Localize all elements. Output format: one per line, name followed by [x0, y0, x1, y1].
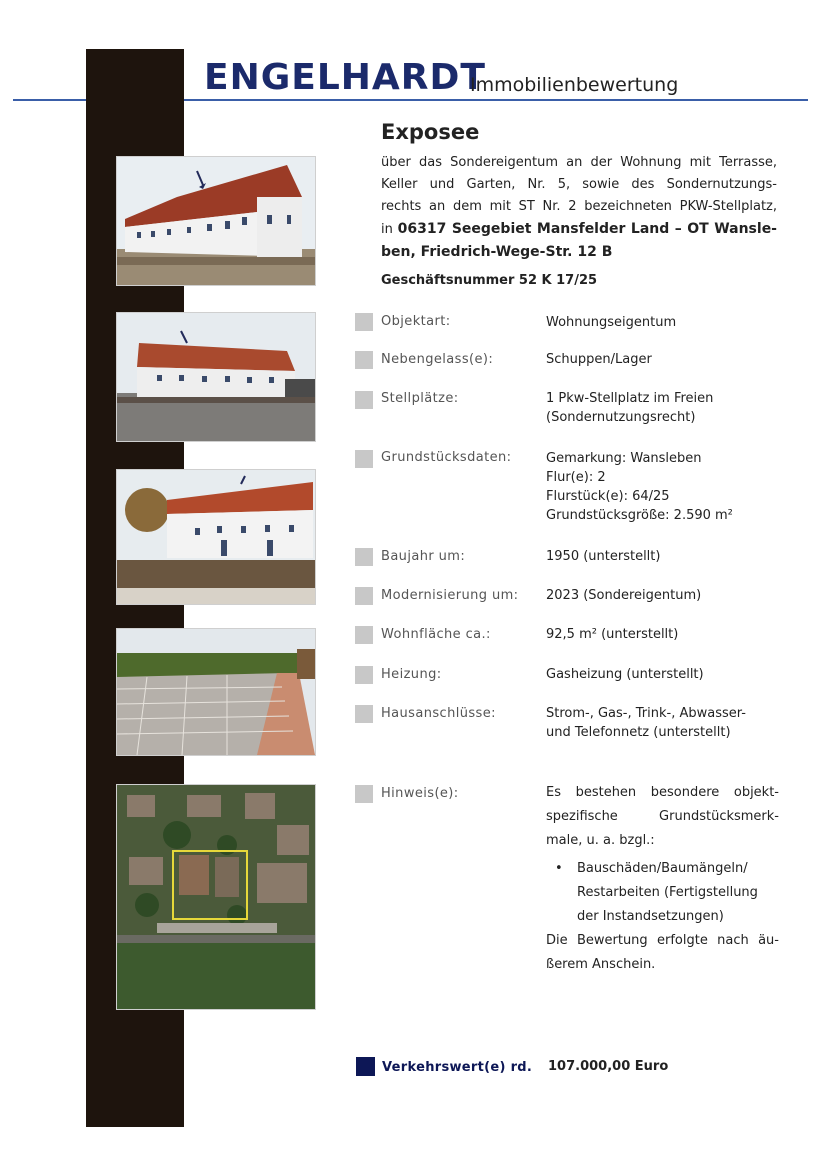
address-text-2: ben, Friedrich-Wege-Str. 12 B	[381, 244, 613, 260]
verkehrswert-value: 107.000,00 Euro	[548, 1059, 669, 1074]
value-baujahr	[546, 547, 781, 566]
hinweis-line: spezifische Grundstücksmerk-	[546, 809, 779, 824]
value-line: und Telefonnetz (unterstellt)	[546, 725, 731, 740]
hinweis-bullet-item	[546, 857, 779, 929]
hinweis-line: Die Bewertung erfolgte nach äu-	[546, 933, 779, 948]
value-stellplaetze	[546, 389, 781, 427]
value-line: (Sondernutzungsrecht)	[546, 410, 696, 425]
hinweis-line: ßerem Anschein.	[546, 957, 656, 972]
value-hausanschluesse	[546, 704, 781, 742]
value-heizung	[546, 665, 781, 684]
value-wohnflaeche	[546, 625, 781, 644]
address-line-2	[381, 241, 777, 264]
photo-parking-lot	[116, 628, 316, 756]
bullet-line: der Instandsetzungen)	[577, 909, 724, 924]
bullet-icon: •	[555, 861, 563, 876]
value-line: Gemarkung: Wansleben	[546, 451, 702, 466]
value-line: Strom-, Gas-, Trink-, Abwasser-	[546, 706, 746, 721]
page-title: Exposee	[381, 120, 480, 144]
intro-text	[381, 152, 777, 264]
intro-line: über das Sondereigentum an der Wohnung mit Terrasse,	[381, 155, 777, 170]
address-line-1	[381, 218, 777, 241]
value-line: Grundstücksgröße: 2.590 m²	[546, 508, 733, 523]
row-marker	[355, 548, 373, 566]
intro-line: rechts an dem mit ST Nr. 2 bezeichneten PKW-Stellplatz,	[381, 199, 777, 214]
label-nebengelass: Nebengelass(e):	[381, 352, 494, 367]
label-hausanschluesse: Hausanschlüsse:	[381, 706, 496, 721]
label-modernisierung: Modernisierung um:	[381, 588, 519, 603]
intro-line: Keller und Garten, Nr. 5, sowie des Sondernutzungs-	[381, 177, 777, 192]
value-nebengelass	[546, 350, 781, 369]
value-line: Gasheizung (unterstellt)	[546, 667, 704, 682]
label-objektart: Objektart:	[381, 314, 451, 329]
bullet-line: Bauschäden/Baumängeln/	[577, 861, 748, 876]
row-marker	[355, 705, 373, 723]
address-prefix: in	[381, 222, 393, 237]
verkehrswert-label: Verkehrswert(e) rd.	[382, 1060, 533, 1075]
bullet-line: Restarbeiten (Fertigstellung	[577, 885, 758, 900]
value-hinweis	[546, 781, 779, 977]
row-marker	[355, 785, 373, 803]
row-marker	[355, 351, 373, 369]
value-grundstuecksdaten	[546, 449, 781, 525]
hinweis-line: Es bestehen besondere objekt-	[546, 785, 779, 800]
value-line: Flurstück(e): 64/25	[546, 489, 670, 504]
label-heizung: Heizung:	[381, 667, 442, 682]
hinweis-line: male, u. a. bzgl.:	[546, 833, 655, 848]
value-modernisierung	[546, 586, 781, 605]
row-marker	[355, 313, 373, 331]
value-line: Flur(e): 2	[546, 470, 606, 485]
value-line: Wohnungseigentum	[546, 315, 677, 330]
value-objektart	[546, 313, 781, 332]
row-marker	[355, 391, 373, 409]
label-wohnflaeche: Wohnfläche ca.:	[381, 627, 491, 642]
photo-street-view	[116, 312, 316, 442]
label-grundstuecksdaten: Grundstücksdaten:	[381, 450, 512, 465]
address-text-1: 06317 Seegebiet Mansfelder Land – OT Wansle-	[397, 221, 777, 237]
value-line: 1 Pkw-Stellplatz im Freien	[546, 391, 714, 406]
photo-aerial-view	[116, 784, 316, 1010]
label-baujahr: Baujahr um:	[381, 549, 466, 564]
row-marker	[355, 666, 373, 684]
case-number: Geschäftsnummer 52 K 17/25	[381, 273, 598, 288]
brand-subtitle: Immobilienbewertung	[470, 74, 679, 96]
verkehrswert-marker	[356, 1057, 375, 1076]
row-marker	[355, 450, 373, 468]
brand-name: ENGELHARDT	[204, 57, 486, 98]
photo-row-houses-front	[116, 156, 316, 286]
label-hinweis: Hinweis(e):	[381, 786, 459, 801]
value-line: Schuppen/Lager	[546, 352, 652, 367]
photo-garden-side	[116, 469, 316, 605]
value-line: 2023 (Sondereigentum)	[546, 588, 702, 603]
row-marker	[355, 626, 373, 644]
value-line: 92,5 m² (unterstellt)	[546, 627, 679, 642]
label-stellplaetze: Stellplätze:	[381, 391, 459, 406]
value-line: 1950 (unterstellt)	[546, 549, 661, 564]
row-marker	[355, 587, 373, 605]
